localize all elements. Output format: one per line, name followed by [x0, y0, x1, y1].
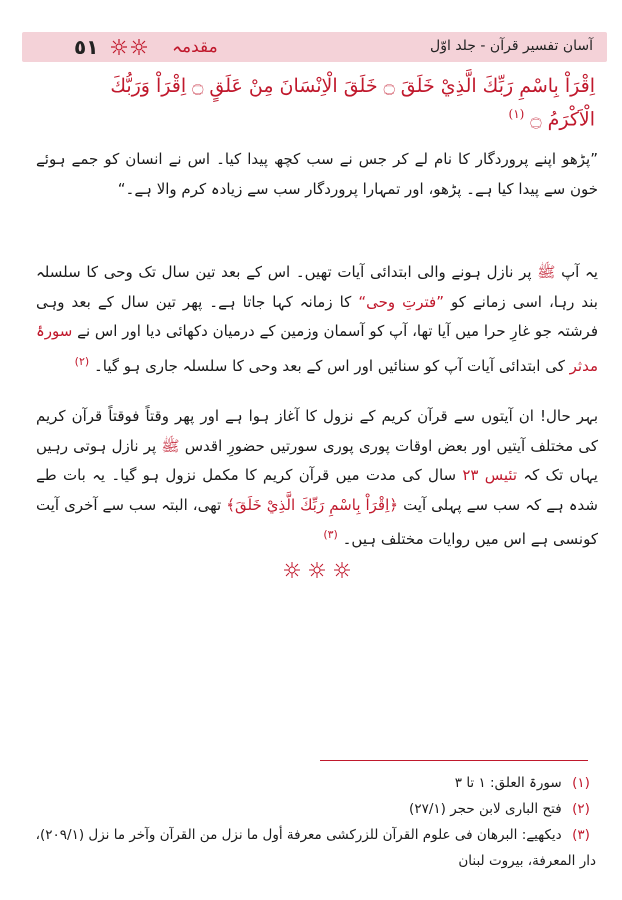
book-name: آسان تفسیر قرآن: [489, 38, 593, 54]
footnote-text: دیکھیے: البرھان فی علوم القرآن للزرکشی معرفة أول ما نزل من القرآن وآخر ما نزل (٢٠٩/١)، دار المعرفة، بیروت لبنان: [35, 827, 596, 869]
footnote-text: سورۃ العلق: ١ تا ٣: [454, 775, 562, 791]
quran-verse-text: الْاَكْرَمُ ۝: [530, 108, 595, 131]
quran-verse-line2: [40, 100, 595, 133]
footnote-ref: (٢): [74, 354, 90, 368]
text-span: یہ آپ: [561, 263, 598, 281]
footnote-number: (٢): [572, 801, 590, 817]
footnote-1: [30, 770, 596, 796]
honorific-glyph: ﷺ: [161, 436, 180, 455]
text-span: پر نازل ہوتی رہیں یہاں تک کہ: [36, 436, 598, 484]
body-paragraph-2: [36, 402, 598, 555]
book-title: [430, 38, 593, 54]
volume-label: جلد اوّل: [430, 38, 476, 54]
highlighted-term: ”فترتِ وحی“: [358, 292, 444, 311]
quran-verse-line1: اِقْرَاْ بِاسْمِ رَبِّكَ الَّذِيْ خَلَقَ ۝ خَلَقَ الْاِنْسَانَ مِنْ عَلَقٍ ۝ اِقْرَاْ وَرَبُّكَ: [110, 75, 595, 97]
text-span: تھی، البتہ سب سے آخری آیت کونسی ہے اس میں روایات مختلف ہیں۔: [36, 495, 598, 548]
footnote-divider: [320, 760, 588, 761]
quran-verse-inline: ﴿اِقْرَاْ بِاسْمِ رَبِّكَ الَّذِيْ خَلَقَ﴾: [226, 495, 399, 514]
translation-paragraph: ”پڑھو اپنے پروردگار کا نام لے کر جس نے سب کچھ پیدا کیا۔ اس نے انسان کو جمے ہوئے خون سے پیدا کیا ہے۔ پڑھو، اور تمہارا پروردگار سب سے زیادہ کرم والا ہے۔“: [36, 150, 598, 198]
text-span: پر نازل ہونے والی ابتدائی آیات تھیں۔ اس کے بعد تین سال تک وحی کا سلسلہ بند رہا، اسی زمانے کو: [36, 263, 598, 311]
footnote-2: [30, 796, 596, 822]
text-span: سال کی مدت میں قرآن کریم کا مکمل نزول ہو گیا۔ یہ بات طے شدہ ہے کہ سب سے پہلی آیت: [36, 466, 598, 514]
footnote-number: (٣): [572, 827, 590, 843]
text-span: بہر حال! ان آیتوں سے قرآن کریم کے نزول کا آغاز ہوا ہے اور پھر وقتاً فوقتاً قرآن کریم کی مختلف آیتیں اور بعض اوقات پوری پوری سورتیں حضورِ اقدس: [36, 407, 598, 455]
ornament-icon: [130, 38, 148, 56]
section-title: مقدمہ: [172, 37, 218, 57]
title-separator: -: [475, 38, 490, 54]
ornament-icon: [110, 38, 128, 56]
honorific-glyph: ﷺ: [537, 263, 556, 281]
body-paragraph-1: [36, 258, 598, 381]
page-header: [22, 32, 607, 62]
page-number: ٥١: [74, 35, 99, 59]
footnote-ref: (٣): [323, 528, 338, 541]
highlighted-term: تئیس ٢٣: [462, 466, 518, 484]
text-span: کی ابتدائی آیات آپ کو سنائیں اور اس کے بعد وحی کا سلسلہ جاری ہو گیا۔: [93, 356, 565, 375]
text-span: کا زمانہ کہا جاتا ہے۔ پھر تین سال کے بعد وہی فرشتہ جو غارِ حرا میں آیا تھا، آپ کو آسمان وزمین کے درمیان دکھائی دیا اور اس نے: [36, 292, 598, 340]
footnote-ref: (١): [508, 107, 525, 121]
section-divider-ornament: [282, 560, 352, 580]
footnote-text: فتح الباری لابن حجر (٢٧/١): [409, 801, 562, 817]
footnote-number: (١): [572, 775, 590, 791]
footnote-3: [30, 822, 596, 874]
surah-name: سورۂ مدثر: [36, 322, 598, 375]
